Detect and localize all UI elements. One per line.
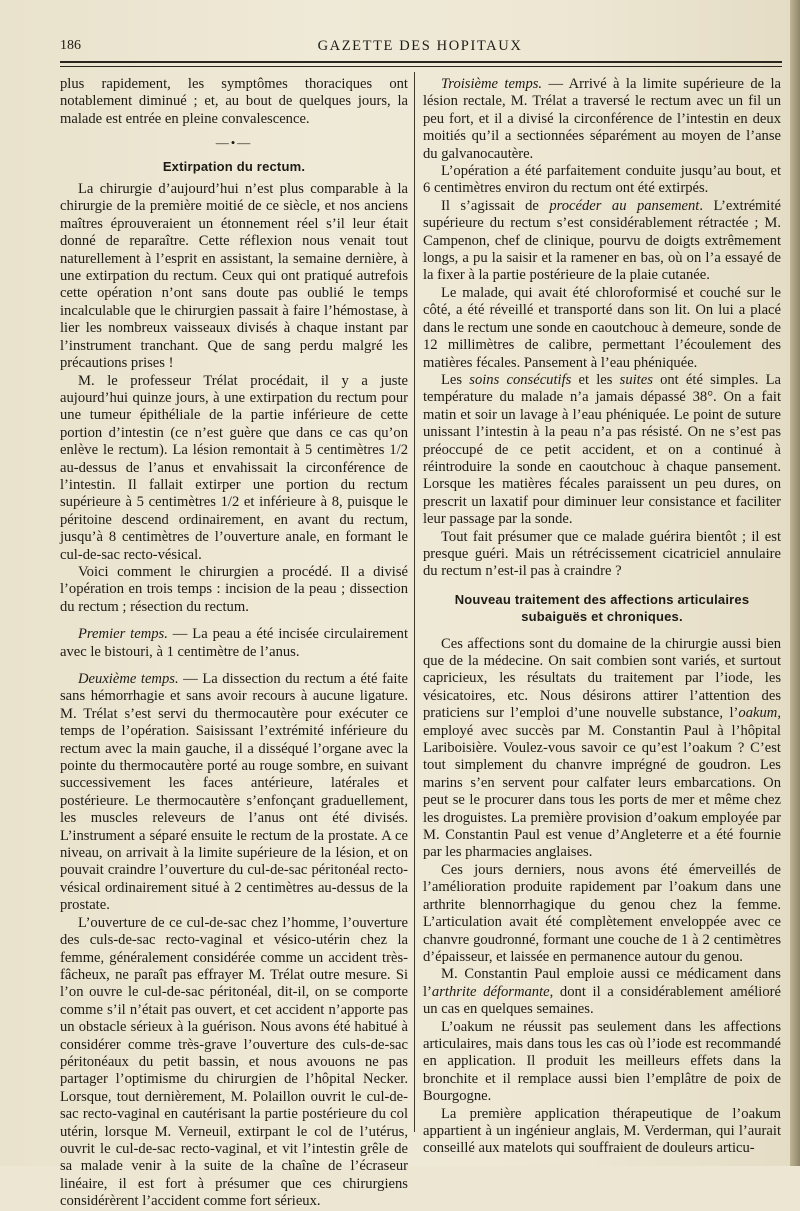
section-heading: Nouveau traitement des affections articulaires subaiguës et chroniques. — [454, 591, 750, 625]
header-rule-thin — [60, 66, 782, 67]
paragraph: Ces affections sont du domaine de la chirurgie aussi bien que de la médecine. On sait combien sont variés, et surtout capricieux, les résultats du traitement par l’iode, les vésicatoires, etc. Nous désirons attirer l’attention des praticiens sur l’emploi d’une nouvelle substance, l’oakum, employé avec succès par M. Constantin Paul à l’hôpital Lariboisière. Voulez-vous savoir ce qu’est l’oakum ? C’est tout simplement du chanvre imprégné de goudron. Les marins s’en servent pour calfater leurs embarcations. On peut se le procurer dans tous les ports de mer et même chez les droguistes. La première provision d’oakum employée par M. Constantin Paul est venue d’Angleterre et a été fournie par les pharmacies anglaises. — [423, 635, 781, 861]
paragraph: Deuxième temps. — La dissection du rectum a été faite sans hémorrhagie et sans avoir recours à aucune ligature. M. Trélat s’est servi du thermocautère pour exécuter ce temps de l’opération. Saisissant l’extrémité inférieure du rectum avec la main gauche, il a disséqué l’organe avec la pointe du thermocautère porté au rouge sombre, en suivant successivement les faces antérieure, latérales et postérieure. Le thermocautère s’enfonçant graduellement, les muscles releveurs de l’anus ont été divisés. L’instrument a séparé ensuite le rectum de la prostate. A ce niveau, on arrivait à la limite supérieure de la lésion, et on pouvait craindre l’ouverture du cul-de-sac péritonéal recto-vésical ordinairement situé à 2 centimètres au-dessus de la prostate. — [60, 671, 408, 914]
paragraph: Voici comment le chirurgien a procédé. Il a divisé l’opération en trois temps : incision de la peau ; dissection du rectum ; résection du rectum. — [60, 563, 408, 615]
step-label: Deuxième temps. — [78, 671, 179, 687]
paragraph: M. le professeur Trélat procédait, il y a juste aujourd’hui quinze jours, à une extirpation du rectum pour une tumeur épithéliale de la partie inférieure de cette portion d’intestin (ce n’est guère que dans ce cas qu’on enlève le rectum). La lésion remontait à 5 centimètres 1/2 au-dessus de l’anus et envahissait la circonférence de l’intestin. Il fallait extirper une portion du rectum supérieure à 5 centimètres 1/2 et inférieure à 8, puisque le péritoine descend ordinairement, en avant du rectum, jusqu’à 8 centimètres de l’ouverture anale, en formant le cul-de-sac recto-vésical. — [60, 372, 408, 563]
section-heading: Extirpation du rectum. — [162, 158, 306, 174]
paragraph: Tout fait présumer que ce malade guérira bientôt ; il est presque guéri. Mais un rétrécissement cicatriciel annulaire du rectum n’est-il pas à craindre ? — [423, 528, 781, 580]
paragraph: Il s’agissait de procéder au pansement. L’extrémité supérieure du rectum s’est considérablement rétractée ; M. Campenon, chef de clinique, pourvu de doigts extrêmement longs, a pu la saisir et la ramener en bas, où on l’a essayé de la fixer à la partie postérieure de la plaie cutanée. — [423, 197, 781, 284]
paragraph: La chirurgie d’aujourd’hui n’est plus comparable à la chirurgie de la première moitié de ce siècle, et nos anciens maîtres éprouveraient un étonnement réel s’il leur était donné de reparaître. Cette réflexion nous venait tout naturellement à l’esprit en assistant, la semaine dernière, à une extirpation du rectum. Ceux qui ont pratiqué autrefois cette opération n’ont sans doute pas oublié le temps incalculable que le chirurgien passait à faire l’hémostase, à lier les nombreux vaisseaux divisés à chaque instant par l’instrument tranchant. Que de sang perdu malgré les précautions prises ! — [60, 181, 408, 372]
header-rule-thick — [60, 61, 782, 63]
paragraph: Les soins consécutifs et les suites ont été simples. La température du malade n’a jamais dépassé 38°. On a fait matin et soir un lavage à l’eau phéniquée. Le point de suture unissant l’intestin à la peau n’a pas résisté. On ne s’est pas préoccupé de ce petit accident, et on a continué à réintroduire la sonde en caoutchouc à chaque pansement. Lorsque les matières fécales paraissent un peu dures, on prescrit un laxatif pour diminuer leur consistance et faciliter leur passage par la sonde. — [423, 371, 781, 528]
page-edge — [790, 0, 800, 1166]
running-title: GAZETTE DES HOPITAUX — [317, 38, 523, 54]
paragraph: Ces jours derniers, nous avons été émerveillés de l’amélioration produite rapidement par l’oakum dans une arthrite blennorrhagique du genou chez la femme. L’articulation avait été complètement enveloppée avec ce chanvre goudronné, formant une couche de 1 à 2 centimètres d’épaisseur, et laissée en permanence autour du genou. — [423, 861, 781, 965]
page-header — [60, 38, 780, 60]
page-number: 186 — [60, 38, 81, 53]
paragraph: L’ouverture de ce cul-de-sac chez l’homme, l’ouverture des culs-de-sac recto-vaginal et vésico-utérin chez la femme, généralement considérée comme un accident très-fâcheux, ne paraît pas effrayer M. Trélat outre mesure. Si l’on ouvre le cul-de-sac péritonéal, dit-il, on se comporte comme s’il n’était pas ouvert, et cet accident n’apporte pas un obstacle sérieux à la guérison. Nous avons été habitué à considérer comme très-grave l’ouverture des culs-de-sac péritonéaux du petit bassin, et nous avouons ne pas partager l’optimisme du chirurgien de l’hôpital Necker. Lorsque, tout dernièrement, M. Polaillon ouvrit le cul-de-sac recto-vaginal en cautérisant la partie postérieure du col utérin, lorsque M. Verneuil, extirpant le col de l’utérus, ouvrit le cul-de-sac recto-vaginal, et vit l’intestin grêle de sa malade venir à la suite de la chaîne de l’écraseur linéaire, il est fort à présumer que ces chirurgiens considérèrent l’accident comme fort sérieux. — [60, 914, 408, 1210]
paragraph: M. Constantin Paul emploie aussi ce médicament dans l’arthrite déformante, dont il a considérablement amélioré un cas en quelques semaines. — [423, 966, 781, 1018]
paragraph: Troisième temps. — Arrivé à la limite supérieure de la lésion rectale, M. Trélat a traversé le rectum avec un fil un peu fort, et il a divisé la circonférence de l’intestin en deux moitiés qu’il a sectionnées séparément au moyen de l’anse du galvanocautère. — [423, 76, 782, 162]
right-column — [423, 76, 781, 1158]
step-label: Premier temps. — [78, 626, 168, 643]
paragraph: L’opération a été parfaitement conduite jusqu’au bout, et 6 centimètres environ du rectum ont été extirpés. — [423, 163, 781, 197]
ornament: —•— — [215, 135, 253, 151]
paragraph: Premier temps. — La peau a été incisée circulairement avec le bistouri, à 1 centimètre de l’anus. — [60, 626, 409, 660]
left-column — [60, 76, 408, 1211]
paragraph: plus rapidement, les symptômes thoraciques ont notablement diminué ; et, au bout de quelques jours, la malade est entrée en pleine convalescence. — [60, 76, 408, 127]
step-label: Troisième temps. — [441, 76, 543, 92]
paragraph: L’oakum ne réussit pas seulement dans les affections articulaires, mais dans tous les cas où l’iode est recommandé en application. Il produit les meilleurs effets dans la bronchite et il remplace aussi bien l’emplâtre de poix de Bourgogne. — [423, 1018, 781, 1105]
column-divider — [414, 72, 415, 1132]
paragraph: Le malade, qui avait été chloroformisé et couché sur le côté, a été réveillé et transporté dans son lit. On lui a placé dans le rectum une sonde en caoutchouc à demeure, sonde de 12 millimètres de calibre, permettant l’écoulement des matières fécales. Pansement à l’eau phéniquée. — [423, 284, 781, 371]
paragraph: La première application thérapeutique de l’oakum appartient à un ingénieur anglais, M. Verderman, qui l’aurait conseillé aux matelots qui souffraient de douleurs articu- — [423, 1105, 781, 1157]
